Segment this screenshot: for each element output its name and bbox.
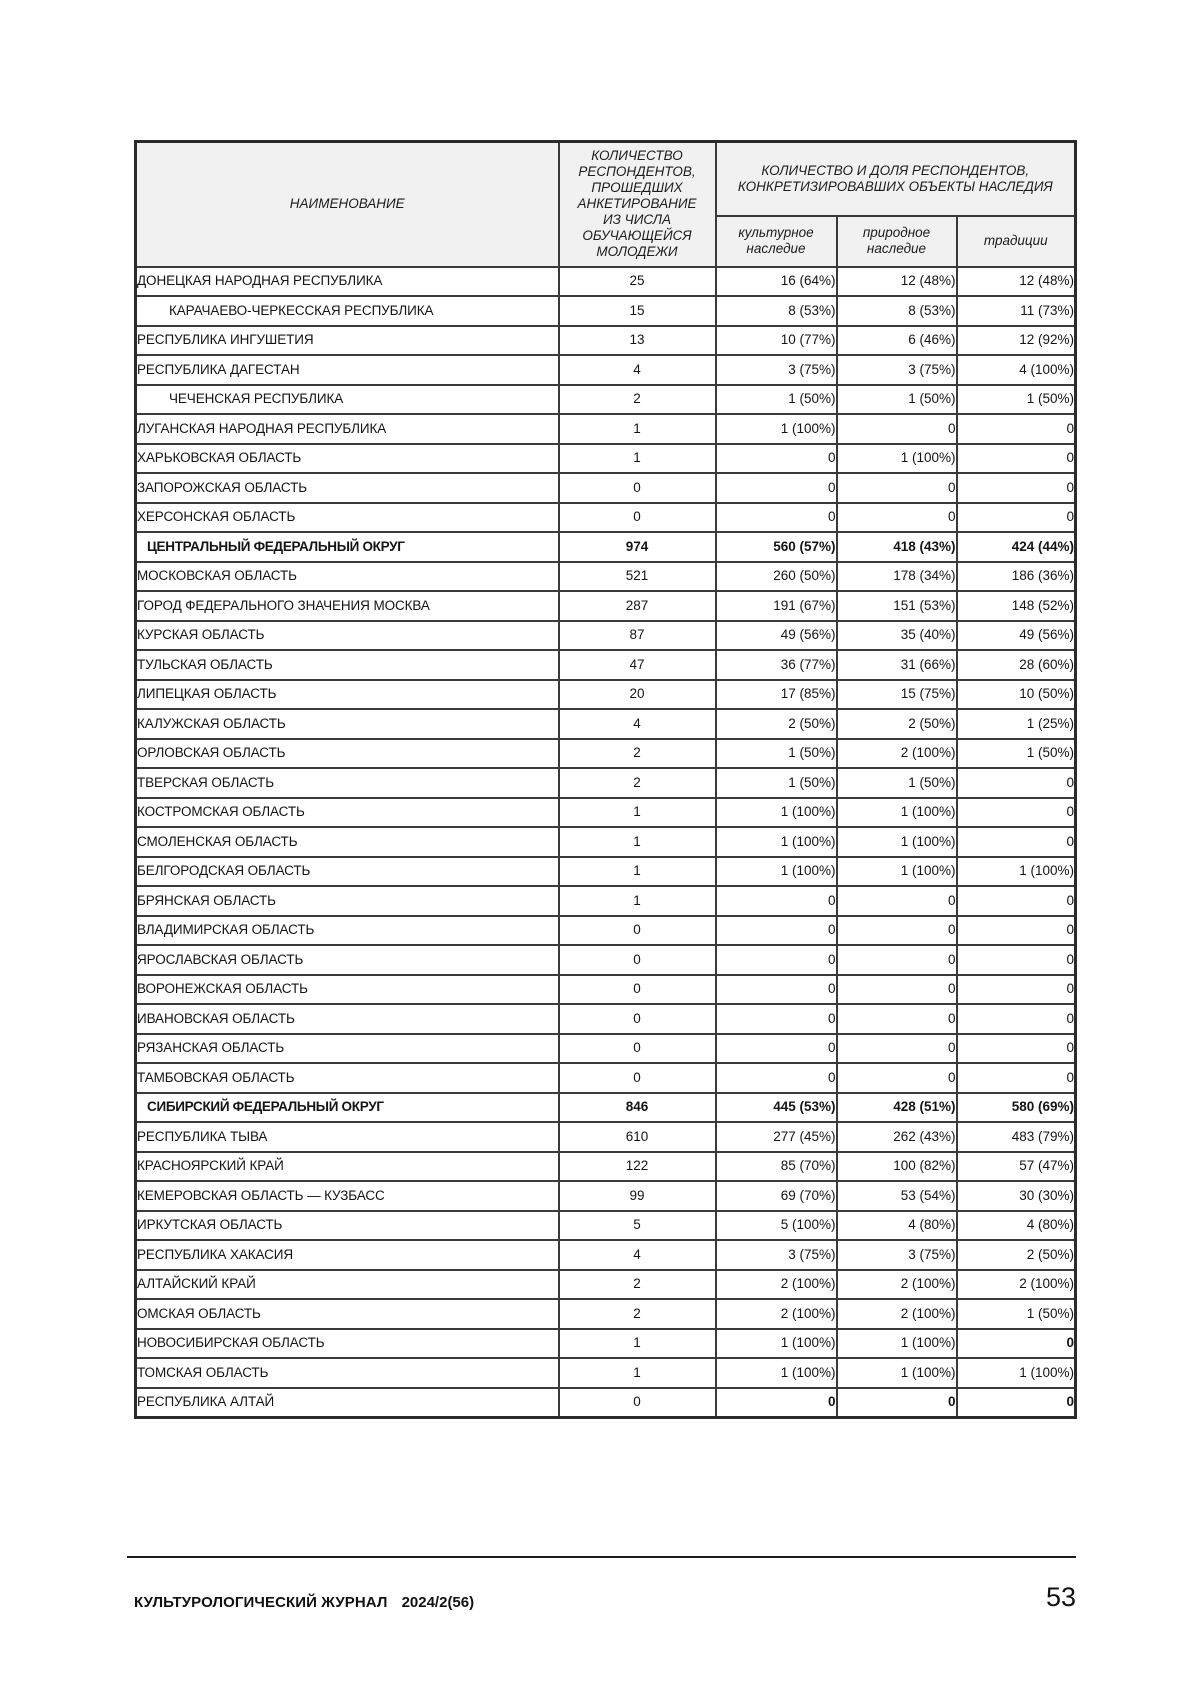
region-name-cell: ЯРОСЛАВСКАЯ ОБЛАСТЬ	[136, 945, 559, 975]
region-name-cell: ГОРОД ФЕДЕРАЛЬНОГО ЗНАЧЕНИЯ МОСКВА	[136, 591, 559, 621]
cultural-heritage-cell: 3 (75%)	[716, 1240, 837, 1270]
traditions-cell: 0	[957, 916, 1076, 946]
table-row	[136, 1063, 1076, 1093]
table-row	[136, 503, 1076, 533]
region-name-cell: СМОЛЕНСКАЯ ОБЛАСТЬ	[136, 827, 559, 857]
region-name-cell: ЛИПЕЦКАЯ ОБЛАСТЬ	[136, 680, 559, 710]
region-name-cell: РЕСПУБЛИКА ИНГУШЕТИЯ	[136, 326, 559, 356]
column-header-heritage-group: КОЛИЧЕСТВО И ДОЛЯ РЕСПОНДЕНТОВ, КОНКРЕТИЗИРОВАВШИХ ОБЪЕКТЫ НАСЛЕДИЯ	[716, 142, 1076, 216]
cultural-heritage-cell: 2 (100%)	[716, 1270, 837, 1300]
respondent-count-cell: 15	[559, 296, 716, 326]
respondent-count-cell: 0	[559, 473, 716, 503]
region-name-cell: АЛТАЙСКИЙ КРАЙ	[136, 1270, 559, 1300]
region-name-cell: БЕЛГОРОДСКАЯ ОБЛАСТЬ	[136, 857, 559, 887]
cultural-heritage-cell: 5 (100%)	[716, 1211, 837, 1241]
respondent-count-cell: 2	[559, 385, 716, 415]
region-name-cell: ЦЕНТРАЛЬНЫЙ ФЕДЕРАЛЬНЫЙ ОКРУГ	[136, 532, 559, 562]
cultural-heritage-cell: 445 (53%)	[716, 1093, 837, 1123]
table-row	[136, 798, 1076, 828]
natural-heritage-cell: 2 (100%)	[837, 1299, 957, 1329]
table-row	[136, 916, 1076, 946]
cultural-heritage-cell: 16 (64%)	[716, 267, 837, 297]
traditions-cell: 0	[957, 886, 1076, 916]
cultural-heritage-cell: 0	[716, 503, 837, 533]
traditions-cell: 12 (92%)	[957, 326, 1076, 356]
table-row	[136, 473, 1076, 503]
table-row	[136, 1211, 1076, 1241]
respondent-count-cell: 521	[559, 562, 716, 592]
region-name-cell: ТАМБОВСКАЯ ОБЛАСТЬ	[136, 1063, 559, 1093]
traditions-cell: 0	[957, 473, 1076, 503]
respondent-count-cell: 5	[559, 1211, 716, 1241]
respondent-count-cell: 0	[559, 503, 716, 533]
traditions-cell: 30 (30%)	[957, 1181, 1076, 1211]
footer-divider	[127, 1556, 1076, 1558]
region-name-cell: ИРКУТСКАЯ ОБЛАСТЬ	[136, 1211, 559, 1241]
table-row	[136, 945, 1076, 975]
table-row	[136, 621, 1076, 651]
cultural-heritage-cell: 36 (77%)	[716, 650, 837, 680]
table-row	[136, 444, 1076, 474]
natural-heritage-cell: 15 (75%)	[837, 680, 957, 710]
natural-heritage-cell: 0	[837, 945, 957, 975]
respondent-count-cell: 99	[559, 1181, 716, 1211]
table-row	[136, 1358, 1076, 1388]
traditions-cell: 483 (79%)	[957, 1122, 1076, 1152]
region-name-cell: ЗАПОРОЖСКАЯ ОБЛАСТЬ	[136, 473, 559, 503]
region-name-cell: ТВЕРСКАЯ ОБЛАСТЬ	[136, 768, 559, 798]
natural-heritage-cell: 151 (53%)	[837, 591, 957, 621]
traditions-cell: 0	[957, 1034, 1076, 1064]
traditions-cell: 1 (50%)	[957, 385, 1076, 415]
column-header-name: НАИМЕНОВАНИЕ	[136, 142, 559, 267]
table-body	[136, 267, 1076, 1418]
natural-heritage-cell: 1 (100%)	[837, 798, 957, 828]
traditions-cell: 10 (50%)	[957, 680, 1076, 710]
region-name-cell: ВЛАДИМИРСКАЯ ОБЛАСТЬ	[136, 916, 559, 946]
table-row	[136, 1299, 1076, 1329]
region-name-cell: НОВОСИБИРСКАЯ ОБЛАСТЬ	[136, 1329, 559, 1359]
cultural-heritage-cell: 0	[716, 1034, 837, 1064]
respondent-count-cell: 0	[559, 1034, 716, 1064]
traditions-cell: 12 (48%)	[957, 267, 1076, 297]
region-name-cell: ХАРЬКОВСКАЯ ОБЛАСТЬ	[136, 444, 559, 474]
region-name-cell: КАЛУЖСКАЯ ОБЛАСТЬ	[136, 709, 559, 739]
respondent-count-cell: 0	[559, 975, 716, 1005]
journal-title: КУЛЬТУРОЛОГИЧЕСКИЙ ЖУРНАЛ	[134, 1594, 388, 1611]
cultural-heritage-cell: 69 (70%)	[716, 1181, 837, 1211]
column-header-cultural-heritage: культурное наследие	[716, 216, 837, 267]
respondents-survey-table	[134, 140, 1077, 1419]
traditions-cell: 186 (36%)	[957, 562, 1076, 592]
traditions-cell: 0	[957, 975, 1076, 1005]
traditions-cell: 0	[957, 945, 1076, 975]
cultural-heritage-cell: 2 (50%)	[716, 709, 837, 739]
natural-heritage-cell: 0	[837, 1063, 957, 1093]
table-row	[136, 886, 1076, 916]
natural-heritage-cell: 428 (51%)	[837, 1093, 957, 1123]
natural-heritage-cell: 0	[837, 886, 957, 916]
traditions-cell: 4 (100%)	[957, 355, 1076, 385]
cultural-heritage-cell: 191 (67%)	[716, 591, 837, 621]
table-row	[136, 562, 1076, 592]
table-row	[136, 1004, 1076, 1034]
natural-heritage-cell: 1 (100%)	[837, 1329, 957, 1359]
traditions-cell: 0	[957, 798, 1076, 828]
cultural-heritage-cell: 0	[716, 1388, 837, 1418]
respondent-count-cell: 122	[559, 1152, 716, 1182]
traditions-cell: 11 (73%)	[957, 296, 1076, 326]
cultural-heritage-cell: 2 (100%)	[716, 1299, 837, 1329]
traditions-cell: 580 (69%)	[957, 1093, 1076, 1123]
traditions-cell: 0	[957, 768, 1076, 798]
traditions-cell: 2 (50%)	[957, 1240, 1076, 1270]
respondent-count-cell: 13	[559, 326, 716, 356]
natural-heritage-cell: 0	[837, 975, 957, 1005]
cultural-heritage-cell: 0	[716, 975, 837, 1005]
traditions-cell: 28 (60%)	[957, 650, 1076, 680]
region-name-cell: РЕСПУБЛИКА ТЫВА	[136, 1122, 559, 1152]
traditions-cell: 0	[957, 827, 1076, 857]
cultural-heritage-cell: 1 (100%)	[716, 798, 837, 828]
natural-heritage-cell: 6 (46%)	[837, 326, 957, 356]
region-name-cell: ХЕРСОНСКАЯ ОБЛАСТЬ	[136, 503, 559, 533]
natural-heritage-cell: 2 (50%)	[837, 709, 957, 739]
table-row	[136, 1181, 1076, 1211]
cultural-heritage-cell: 1 (100%)	[716, 1358, 837, 1388]
natural-heritage-cell: 0	[837, 473, 957, 503]
region-name-cell: РЕСПУБЛИКА АЛТАЙ	[136, 1388, 559, 1418]
journal-issue: 2024/2(56)	[401, 1594, 475, 1611]
cultural-heritage-cell: 10 (77%)	[716, 326, 837, 356]
table-row	[136, 296, 1076, 326]
cultural-heritage-cell: 560 (57%)	[716, 532, 837, 562]
traditions-cell: 49 (56%)	[957, 621, 1076, 651]
respondent-count-cell: 1	[559, 886, 716, 916]
traditions-cell: 0	[957, 1063, 1076, 1093]
cultural-heritage-cell: 1 (50%)	[716, 385, 837, 415]
cultural-heritage-cell: 1 (100%)	[716, 857, 837, 887]
table-row	[136, 857, 1076, 887]
natural-heritage-cell: 3 (75%)	[837, 355, 957, 385]
table-row	[136, 680, 1076, 710]
cultural-heritage-cell: 8 (53%)	[716, 296, 837, 326]
region-name-cell: РЯЗАНСКАЯ ОБЛАСТЬ	[136, 1034, 559, 1064]
natural-heritage-cell: 262 (43%)	[837, 1122, 957, 1152]
respondent-count-cell: 610	[559, 1122, 716, 1152]
traditions-cell: 57 (47%)	[957, 1152, 1076, 1182]
region-name-cell: КАРАЧАЕВО-ЧЕРКЕССКАЯ РЕСПУБЛИКА	[136, 296, 559, 326]
respondent-count-cell: 4	[559, 355, 716, 385]
natural-heritage-cell: 1 (50%)	[837, 768, 957, 798]
natural-heritage-cell: 1 (50%)	[837, 385, 957, 415]
region-name-cell: КРАСНОЯРСКИЙ КРАЙ	[136, 1152, 559, 1182]
traditions-cell: 1 (100%)	[957, 857, 1076, 887]
traditions-cell: 0	[957, 414, 1076, 444]
natural-heritage-cell: 8 (53%)	[837, 296, 957, 326]
respondent-count-cell: 0	[559, 916, 716, 946]
region-name-cell: ИВАНОВСКАЯ ОБЛАСТЬ	[136, 1004, 559, 1034]
cultural-heritage-cell: 17 (85%)	[716, 680, 837, 710]
respondent-count-cell: 0	[559, 1063, 716, 1093]
natural-heritage-cell: 0	[837, 1004, 957, 1034]
region-name-cell: КОСТРОМСКАЯ ОБЛАСТЬ	[136, 798, 559, 828]
respondent-count-cell: 846	[559, 1093, 716, 1123]
table-row	[136, 532, 1076, 562]
natural-heritage-cell: 178 (34%)	[837, 562, 957, 592]
natural-heritage-cell: 1 (100%)	[837, 827, 957, 857]
respondent-count-cell: 20	[559, 680, 716, 710]
table-row	[136, 1329, 1076, 1359]
region-name-cell: РЕСПУБЛИКА ДАГЕСТАН	[136, 355, 559, 385]
traditions-cell: 1 (25%)	[957, 709, 1076, 739]
natural-heritage-cell: 53 (54%)	[837, 1181, 957, 1211]
cultural-heritage-cell: 3 (75%)	[716, 355, 837, 385]
natural-heritage-cell: 1 (100%)	[837, 857, 957, 887]
traditions-cell: 0	[957, 1004, 1076, 1034]
region-name-cell: ДОНЕЦКАЯ НАРОДНАЯ РЕСПУБЛИКА	[136, 267, 559, 297]
table-row	[136, 1388, 1076, 1418]
column-header-traditions: традиции	[957, 216, 1076, 267]
respondent-count-cell: 0	[559, 1004, 716, 1034]
table-row	[136, 1240, 1076, 1270]
table-row	[136, 1152, 1076, 1182]
respondent-count-cell: 1	[559, 444, 716, 474]
region-name-cell: ЛУГАНСКАЯ НАРОДНАЯ РЕСПУБЛИКА	[136, 414, 559, 444]
respondent-count-cell: 87	[559, 621, 716, 651]
cultural-heritage-cell: 0	[716, 945, 837, 975]
natural-heritage-cell: 100 (82%)	[837, 1152, 957, 1182]
respondent-count-cell: 4	[559, 1240, 716, 1270]
cultural-heritage-cell: 85 (70%)	[716, 1152, 837, 1182]
table-row	[136, 975, 1076, 1005]
survey-table-container	[134, 140, 1074, 1419]
natural-heritage-cell: 31 (66%)	[837, 650, 957, 680]
respondent-count-cell: 2	[559, 1270, 716, 1300]
cultural-heritage-cell: 1 (50%)	[716, 768, 837, 798]
respondent-count-cell: 2	[559, 739, 716, 769]
traditions-cell: 2 (100%)	[957, 1270, 1076, 1300]
region-name-cell: ЧЕЧЕНСКАЯ РЕСПУБЛИКА	[136, 385, 559, 415]
table-row	[136, 326, 1076, 356]
respondent-count-cell: 1	[559, 857, 716, 887]
cultural-heritage-cell: 260 (50%)	[716, 562, 837, 592]
respondent-count-cell: 1	[559, 827, 716, 857]
cultural-heritage-cell: 1 (100%)	[716, 1329, 837, 1359]
cultural-heritage-cell: 0	[716, 916, 837, 946]
natural-heritage-cell: 12 (48%)	[837, 267, 957, 297]
natural-heritage-cell: 0	[837, 916, 957, 946]
region-name-cell: ТОМСКАЯ ОБЛАСТЬ	[136, 1358, 559, 1388]
region-name-cell: РЕСПУБЛИКА ХАКАСИЯ	[136, 1240, 559, 1270]
table-row	[136, 650, 1076, 680]
table-header	[136, 142, 1076, 267]
cultural-heritage-cell: 1 (50%)	[716, 739, 837, 769]
traditions-cell: 4 (80%)	[957, 1211, 1076, 1241]
natural-heritage-cell: 2 (100%)	[837, 739, 957, 769]
respondent-count-cell: 1	[559, 798, 716, 828]
region-name-cell: МОСКОВСКАЯ ОБЛАСТЬ	[136, 562, 559, 592]
table-row	[136, 768, 1076, 798]
respondent-count-cell: 1	[559, 1358, 716, 1388]
respondent-count-cell: 25	[559, 267, 716, 297]
table-row	[136, 709, 1076, 739]
traditions-cell: 1 (100%)	[957, 1358, 1076, 1388]
natural-heritage-cell: 0	[837, 1034, 957, 1064]
traditions-cell: 424 (44%)	[957, 532, 1076, 562]
respondent-count-cell: 2	[559, 1299, 716, 1329]
traditions-cell: 1 (50%)	[957, 1299, 1076, 1329]
region-name-cell: СИБИРСКИЙ ФЕДЕРАЛЬНЫЙ ОКРУГ	[136, 1093, 559, 1123]
traditions-cell: 0	[957, 1388, 1076, 1418]
table-row	[136, 739, 1076, 769]
table-row	[136, 385, 1076, 415]
table-row	[136, 414, 1076, 444]
cultural-heritage-cell: 1 (100%)	[716, 827, 837, 857]
page-footer	[134, 1582, 1076, 1612]
cultural-heritage-cell: 0	[716, 1063, 837, 1093]
region-name-cell: ТУЛЬСКАЯ ОБЛАСТЬ	[136, 650, 559, 680]
region-name-cell: ОРЛОВСКАЯ ОБЛАСТЬ	[136, 739, 559, 769]
cultural-heritage-cell: 277 (45%)	[716, 1122, 837, 1152]
respondent-count-cell: 974	[559, 532, 716, 562]
respondent-count-cell: 0	[559, 1388, 716, 1418]
cultural-heritage-cell: 0	[716, 886, 837, 916]
column-header-respondent-count: КОЛИЧЕСТВО РЕСПОНДЕНТОВ, ПРОШЕДШИХ АНКЕТИРОВАНИЕ ИЗ ЧИСЛА ОБУЧАЮЩЕЙСЯ МОЛОДЕЖИ	[559, 142, 716, 267]
cultural-heritage-cell: 0	[716, 444, 837, 474]
region-name-cell: БРЯНСКАЯ ОБЛАСТЬ	[136, 886, 559, 916]
natural-heritage-cell: 3 (75%)	[837, 1240, 957, 1270]
cultural-heritage-cell: 0	[716, 1004, 837, 1034]
column-header-natural-heritage: природное наследие	[837, 216, 957, 267]
table-row	[136, 1270, 1076, 1300]
page-number: 53	[1045, 1582, 1076, 1612]
natural-heritage-cell: 1 (100%)	[837, 444, 957, 474]
respondent-count-cell: 4	[559, 709, 716, 739]
traditions-cell: 0	[957, 444, 1076, 474]
natural-heritage-cell: 418 (43%)	[837, 532, 957, 562]
region-name-cell: ОМСКАЯ ОБЛАСТЬ	[136, 1299, 559, 1329]
region-name-cell: КУРСКАЯ ОБЛАСТЬ	[136, 621, 559, 651]
natural-heritage-cell: 1 (100%)	[837, 1358, 957, 1388]
respondent-count-cell: 287	[559, 591, 716, 621]
table-row	[136, 1122, 1076, 1152]
cultural-heritage-cell: 0	[716, 473, 837, 503]
table-row	[136, 1093, 1076, 1123]
respondent-count-cell: 1	[559, 1329, 716, 1359]
table-row	[136, 827, 1076, 857]
natural-heritage-cell: 4 (80%)	[837, 1211, 957, 1241]
traditions-cell: 0	[957, 1329, 1076, 1359]
table-row	[136, 1034, 1076, 1064]
cultural-heritage-cell: 1 (100%)	[716, 414, 837, 444]
table-row	[136, 267, 1076, 297]
respondent-count-cell: 0	[559, 945, 716, 975]
natural-heritage-cell: 0	[837, 414, 957, 444]
respondent-count-cell: 2	[559, 768, 716, 798]
natural-heritage-cell: 2 (100%)	[837, 1270, 957, 1300]
natural-heritage-cell: 0	[837, 503, 957, 533]
respondent-count-cell: 47	[559, 650, 716, 680]
traditions-cell: 0	[957, 503, 1076, 533]
natural-heritage-cell: 35 (40%)	[837, 621, 957, 651]
region-name-cell: КЕМЕРОВСКАЯ ОБЛАСТЬ — КУЗБАСС	[136, 1181, 559, 1211]
region-name-cell: ВОРОНЕЖСКАЯ ОБЛАСТЬ	[136, 975, 559, 1005]
traditions-cell: 148 (52%)	[957, 591, 1076, 621]
traditions-cell: 1 (50%)	[957, 739, 1076, 769]
respondent-count-cell: 1	[559, 414, 716, 444]
cultural-heritage-cell: 49 (56%)	[716, 621, 837, 651]
table-row	[136, 355, 1076, 385]
table-row	[136, 591, 1076, 621]
natural-heritage-cell: 0	[837, 1388, 957, 1418]
